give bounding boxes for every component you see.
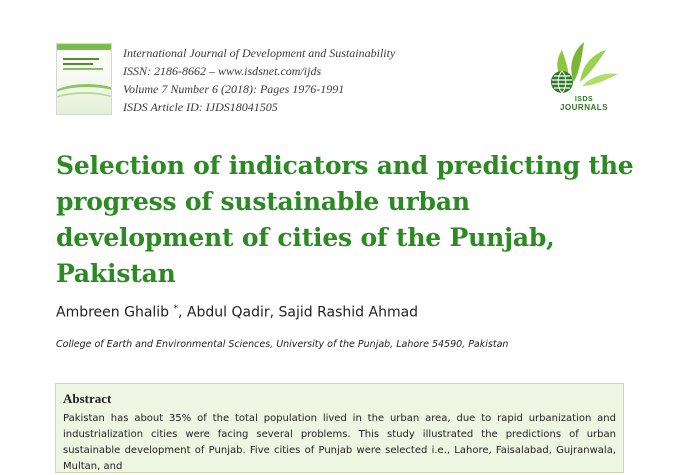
isds-journals-logo: [548, 40, 620, 114]
corresponding-author-marker: *: [173, 304, 179, 314]
abstract-text: Pakistan has about 35% of the total population lived in the urban area, due to rapid urbanization and industrialization cities were facing several problems. This study illustrated the predictions of urban sustainable development of Punjab. Five cities of Punjab were selected i.e., Lahore, Faisalabad, Gujranwala, Multan, and: [63, 413, 616, 472]
paper-title: Selection of indicators and predicting the progress of sustainable urban development of cities of the Punjab, Pakistan: [56, 151, 634, 288]
author-rest: , Abdul Qadir, Sajid Rashid Ahmad: [178, 304, 419, 321]
isds-leaf-globe-icon: [548, 40, 620, 96]
author-first: Ambreen Ghalib: [56, 304, 170, 321]
abstract-heading: Abstract: [63, 391, 112, 406]
journal-info: [123, 44, 395, 116]
logo-line1: ISDS: [574, 96, 594, 103]
journal-name: International Journal of Development and Sustainability: [123, 46, 396, 60]
journal-volume: Volume 7 Number 6 (2018): Pages 1976-1991: [123, 82, 345, 96]
article-id: ISDS Article ID: IJDS18041505: [123, 100, 278, 114]
journal-issn: ISSN: 2186-8662 – www.isdsnet.com/ijds: [123, 64, 322, 78]
journal-cover-thumbnail: [56, 43, 112, 115]
abstract-box: [55, 383, 624, 473]
authors: [56, 304, 418, 321]
affiliation: College of Earth and Environmental Sciences, University of the Punjab, Lahore 54590, Pakistan: [56, 339, 509, 350]
logo-line2: JOURNALS: [559, 103, 608, 112]
